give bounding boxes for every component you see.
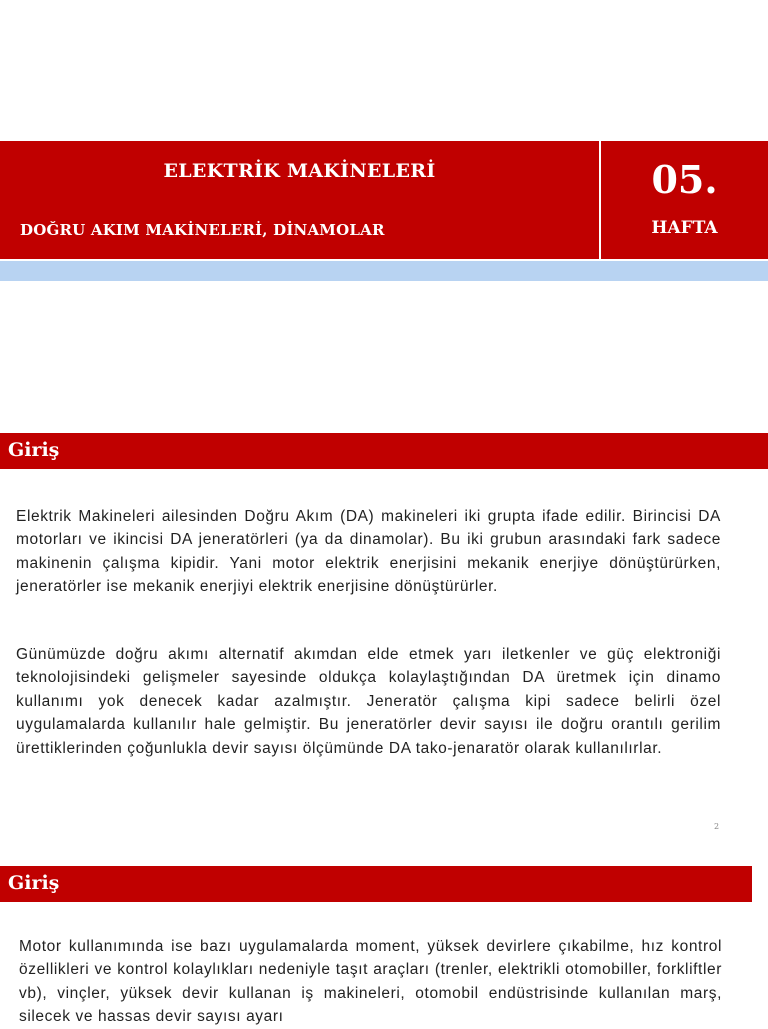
paragraph-da-makineleri: Elektrik Makineleri ailesinden Doğru Akım (DA) makineleri iki grupta ifade edilir. Birincisi DA motorları ve ikincisi DA jeneratörleri (ya da dinamolar). Bu iki grubun arasındaki fark sadece makinenin çalışma kipidir. Yani motor elektrik enerjisini mekanik enerjiye dönüştürürken, jeneratörler ise mekanik enerjiyi elektrik enerjisine dönüştürürler. (16, 508, 721, 596)
paragraph-motor-kullanimi: Motor kullanımında ise bazı uygulamalarda moment, yüksek devirlere çıkabilme, hız kontrol özellikleri ve kontrol kolaylıkları nedeniyle taşıt araçları (trenler, elektrikli otomobiller, forkliftler vb), vinçler, yüksek devir kullanan iş makineleri, otomobil endüstrisinde kullanılan marş, silecek ve hassas devir sayısı ayarı (19, 938, 722, 1026)
header-divider-band (0, 261, 768, 281)
paragraph-gunumuzde: Günümüzde doğru akımı alternatif akımdan elde etmek yarı iletkenler ve güç elektroniği teknolojisindeki gelişmeler sayesinde oldukça kolaylaştığından DA üretmek için dinamo kullanımı yok denecek kadar azalmıştır. Jeneratör çalışma kipi sadece belirli özel uygulamalarda kullanılır hale gelmiştir. Bu jeneratörler devir sayısı ile doğru orantılı gerilim ürettiklerinden çoğunlukla devir sayısı ölçümünde DA tako-jenaratör olarak kullanılırlar. (16, 646, 721, 757)
section-header-intro-continued (0, 866, 752, 902)
lecture-topic: DOĞRU AKIM MAKİNELERİ, DİNAMOLAR (20, 221, 385, 239)
section-header-intro (0, 433, 768, 469)
page-number: 2 (714, 822, 720, 831)
header-title-block (0, 141, 599, 259)
section-title: Giriş (8, 872, 60, 894)
week-label: HAFTA (651, 218, 718, 238)
course-title: ELEKTRİK MAKİNELERİ (163, 160, 436, 182)
header-week-block (601, 141, 768, 259)
section-title: Giriş (8, 439, 60, 461)
week-number: 05. (651, 157, 718, 202)
